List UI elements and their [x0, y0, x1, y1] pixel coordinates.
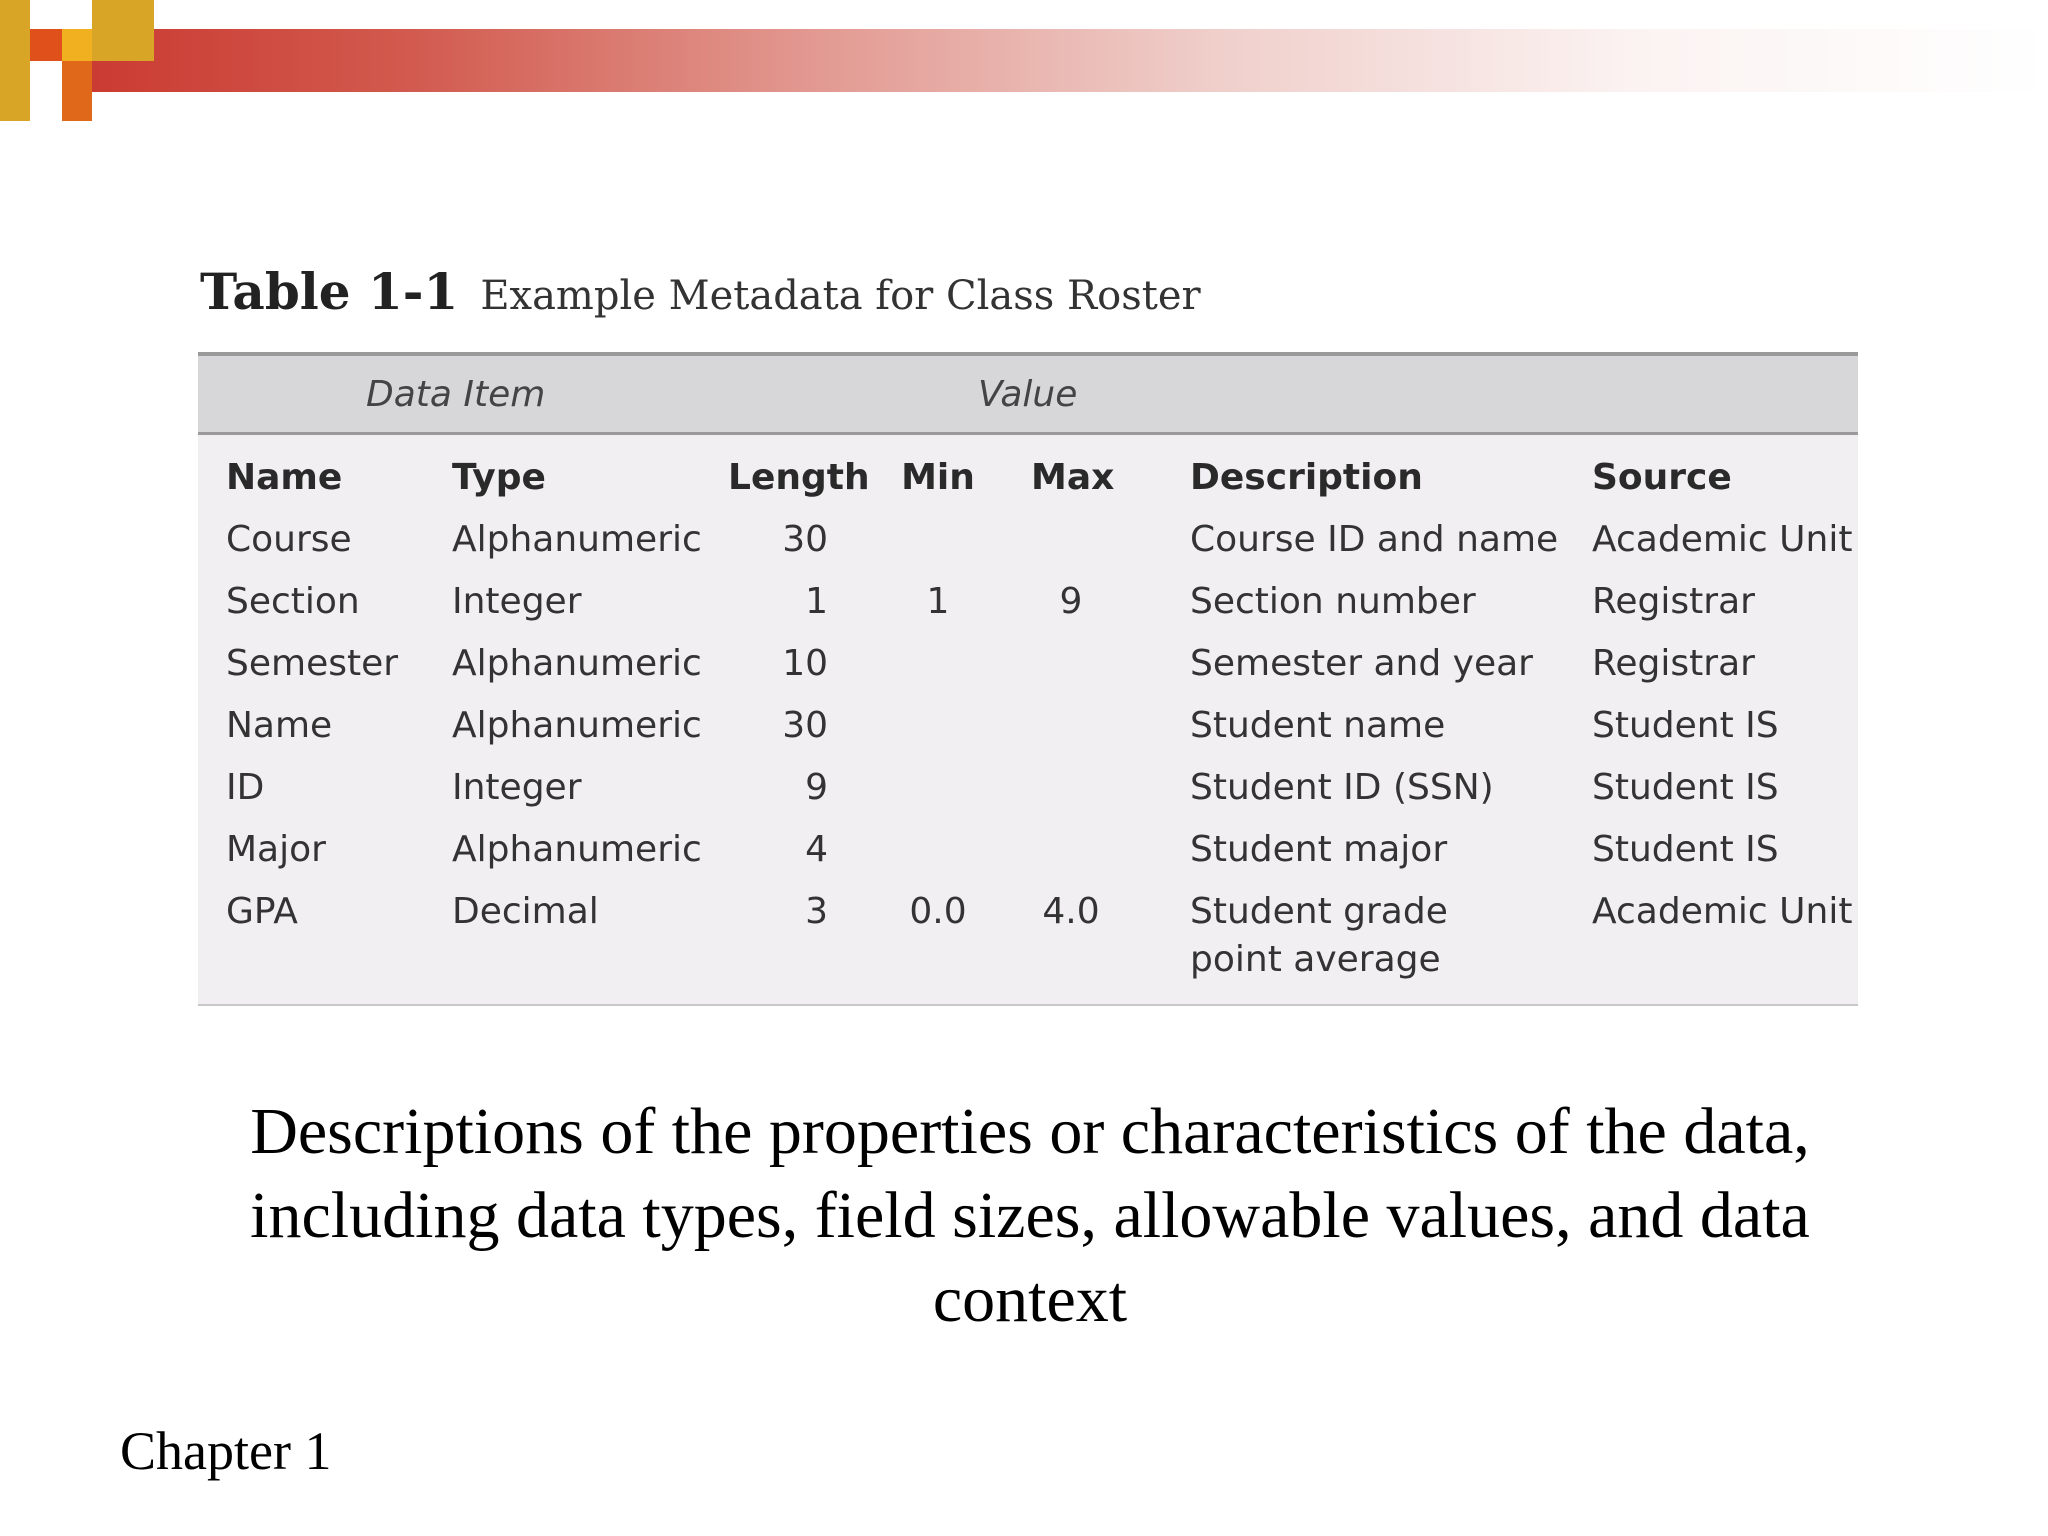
group-header-value: Value — [978, 374, 1078, 415]
table-cell: Alphanumeric — [452, 519, 702, 560]
table-cell: Student ID (SSN) — [1190, 767, 1494, 808]
table-cell: Name — [226, 705, 333, 746]
table-cell: 30 — [782, 705, 828, 746]
table-cell: 30 — [782, 519, 828, 560]
table-cell: Section number — [1190, 581, 1476, 622]
table-cell: Student major — [1190, 829, 1448, 870]
table-cell: 1 — [926, 581, 950, 622]
decor-square — [30, 0, 92, 29]
col-header-description: Description — [1190, 457, 1423, 498]
table-cell: Registrar — [1592, 581, 1755, 622]
table-cell: Registrar — [1592, 643, 1755, 684]
description-line: Descriptions of the properties or characteristics of the data, — [250, 1095, 1810, 1168]
table-cell: 9 — [1059, 581, 1083, 622]
table-cell: Course ID and name — [1190, 519, 1559, 560]
col-header-source: Source — [1592, 457, 1732, 498]
table-cell: Alphanumeric — [452, 643, 702, 684]
decor-square — [92, 0, 154, 61]
table-cell: GPA — [226, 891, 298, 932]
table-cell: Academic Unit — [1592, 519, 1853, 560]
table-cell: Student IS — [1592, 829, 1779, 870]
table-cell: Student IS — [1592, 767, 1779, 808]
chapter-footer: Chapter 1 — [120, 1421, 332, 1481]
table-cell: Alphanumeric — [452, 829, 702, 870]
slide-description — [190, 1090, 1870, 1342]
group-header-data-item: Data Item — [366, 374, 546, 415]
table-cell: Course — [226, 519, 352, 560]
table-number: Table 1-1 — [200, 262, 459, 321]
table-cell: Major — [226, 829, 326, 870]
table-cell: Student name — [1190, 705, 1446, 746]
table-cell: Semester — [226, 643, 399, 684]
table-cell: Decimal — [452, 891, 599, 932]
decor-square — [30, 29, 62, 61]
decor-square — [30, 61, 62, 121]
decor-square — [0, 0, 30, 121]
table-cell: Semester and year — [1190, 643, 1533, 684]
col-header-max: Max — [1031, 457, 1115, 498]
table-cell: 4.0 — [1042, 891, 1100, 932]
col-header-type: Type — [452, 457, 546, 498]
table-cell: Student IS — [1592, 705, 1779, 746]
header-band — [0, 29, 2048, 92]
table-title — [200, 262, 1201, 321]
table-cell: 9 — [805, 767, 828, 808]
table-cell: 10 — [782, 643, 828, 684]
table-cell: Integer — [452, 767, 582, 808]
decor-square — [62, 61, 92, 121]
table-caption: Example Metadata for Class Roster — [480, 273, 1201, 319]
table-cell: point average — [1190, 939, 1441, 980]
table-cell: Alphanumeric — [452, 705, 702, 746]
group-header-row — [198, 356, 1858, 435]
table-cell: Section — [226, 581, 360, 622]
decor-square — [62, 29, 92, 61]
description-line: context — [932, 1263, 1128, 1336]
table-cell: 3 — [805, 891, 828, 932]
table-cell: 0.0 — [909, 891, 967, 932]
table-cell: 4 — [805, 829, 828, 870]
col-header-length: Length — [728, 457, 870, 498]
col-header-name: Name — [226, 457, 343, 498]
table-cell: Academic Unit — [1592, 891, 1853, 932]
table-cell: 1 — [805, 581, 828, 622]
table-cell: Student grade — [1190, 891, 1448, 932]
col-header-min: Min — [901, 457, 975, 498]
table-cell: Integer — [452, 581, 582, 622]
metadata-table — [198, 352, 1858, 1006]
table-cell: ID — [226, 767, 265, 808]
description-line: including data types, field sizes, allowable values, and data — [250, 1179, 1810, 1252]
